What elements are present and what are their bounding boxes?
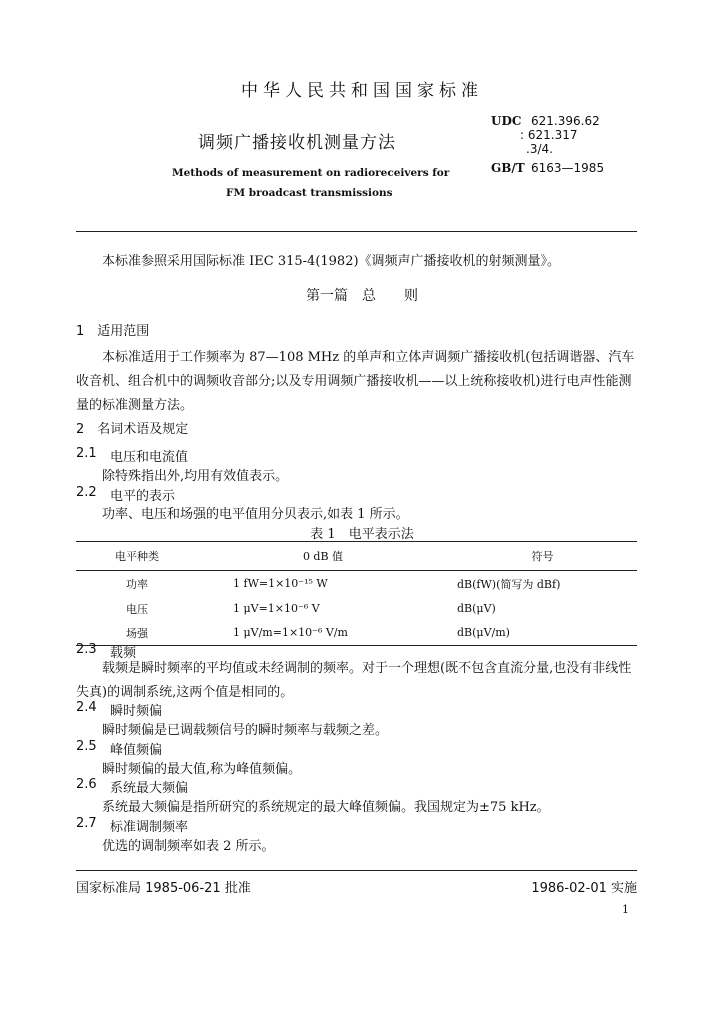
section-2-4-title: 瞬时频偏 [110,704,163,719]
document-title-en-line2: FM broadcast transmissions [226,187,393,199]
footer-divider [76,870,637,871]
section-2-heading: 2 名词术语及规定 [76,422,189,437]
section-2-2-title: 电平的表示 [110,489,176,504]
level-representation-table [76,541,637,646]
table-1-caption: 表 1 电平表示法 [310,527,414,542]
section-2-7-text: 优选的调制频率如表 2 所示。 [102,839,275,854]
header-divider [76,231,637,232]
udc-code-line2: : 621.317 [520,128,578,142]
section-2-3-title: 载频 [110,646,137,661]
section-2-3-number: 2.3 [76,642,97,657]
table-cell: 1 μV=1×10⁻⁶ V [233,602,320,615]
table-cell: 1 fW=1×10⁻¹⁵ W [233,577,328,591]
table-cell: dB(μV) [457,602,496,615]
intro-text: 本标准参照采用国际标准 IEC 315-4(1982)《调频声广播接收机的射频测量》。 [102,254,561,269]
approval-date: 国家标准局 1985-06-21 批准 [76,881,251,896]
document-title-cn: 调频广播接收机测量方法 [198,133,396,153]
table-cell: 功率 [126,577,148,591]
section-2-6-text: 系统最大频偏是指所研究的系统规定的最大峰值频偏。我国规定为±75 kHz。 [102,800,550,815]
part-title: 第一篇 总 则 [306,288,418,304]
table-cell: dB(fW)(简写为 dBf) [457,577,561,591]
udc-code-line3: .3/4. [526,142,553,156]
section-2-5-number: 2.5 [76,739,97,754]
section-2-7-title: 标准调制频率 [110,820,189,835]
section-2-4-text: 瞬时频偏是已调载频信号的瞬时频率与载频之差。 [102,723,389,738]
gb-number: 6163—1985 [531,161,605,175]
table-row [76,571,637,597]
section-2-2-number: 2.2 [76,485,97,500]
section-1-text: 本标准适用于工作频率为 87—108 MHz 的单声和立体声调频广播接收机(包括调谐器、汽车收音机、组合机中的调频收音部分;以及专用调频广播接收机——以上统称接收机)进行电声性能测量的标准测量方法。 [76,350,635,413]
section-2-2-text: 功率、电压和场强的电平值用分贝表示,如表 1 所示。 [102,507,409,522]
table-cell: 电压 [126,602,148,616]
section-2-5-text: 瞬时频偏的最大值,称为峰值频偏。 [102,762,302,777]
section-2-4-number: 2.4 [76,700,97,715]
section-2-5-title: 峰值频偏 [110,743,163,758]
national-standard-title: 中华人民共和国国家标准 [241,81,483,101]
table-row [76,621,637,646]
udc-code-line1: 621.396.62 [531,114,600,128]
effective-date: 1986-02-01 实施 [531,881,637,896]
table-header-cell: 符号 [449,542,637,571]
udc-label: UDC [491,114,522,128]
section-2-1-number: 2.1 [76,446,97,461]
section-2-7-number: 2.7 [76,816,97,831]
table-cell: 1 μV/m=1×10⁻⁶ V/m [198,621,449,646]
table-cell: dB(μV/m) [449,621,637,646]
section-2-3-text: 载频是瞬时频率的平均值或未经调制的频率。对于一个理想(既不包含直流分量,也没有非线性失真)的调制系统,这两个值是相同的。 [76,661,632,700]
section-2-1-title: 电压和电流值 [110,450,189,465]
section-2-6-title: 系统最大频偏 [110,781,189,796]
section-2-1-text: 除特殊指出外,均用有效值表示。 [102,469,289,484]
table-header-row [76,542,637,571]
table-header-cell: 0 dB 值 [198,542,449,571]
section-2-6-number: 2.6 [76,777,97,792]
table-row [76,597,637,621]
page-number: 1 [622,903,629,916]
document-title-en-line1: Methods of measurement on radioreceivers for [172,167,450,179]
table-cell: 场强 [76,621,198,646]
section-1-heading: 1 适用范围 [76,324,150,339]
gb-label: GB/T [491,161,525,175]
table-header-cell: 电平种类 [76,542,198,571]
